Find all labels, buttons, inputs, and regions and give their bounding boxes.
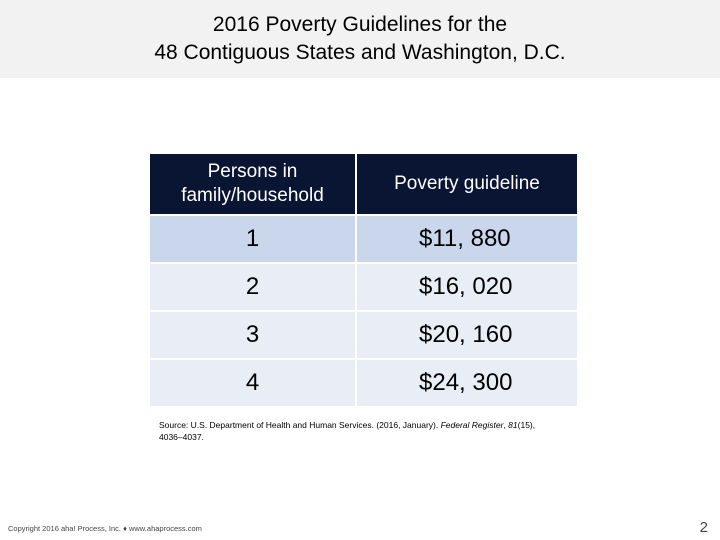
- source-volume: 81: [508, 420, 518, 430]
- table-row: [150, 263, 577, 311]
- guideline-cell: $16, 020: [356, 263, 577, 311]
- source-journal: Federal Register: [440, 420, 504, 430]
- table-row: [150, 311, 577, 359]
- page-title-line-2: 48 Contiguous States and Washington, D.C.: [154, 41, 566, 64]
- page-number: 2: [699, 519, 708, 536]
- header-guideline: Poverty guideline: [356, 154, 577, 215]
- header-persons: [150, 154, 356, 215]
- poverty-guidelines-table: [150, 154, 577, 406]
- title-band: [0, 0, 720, 78]
- table-header-row: [150, 154, 577, 215]
- copyright-footer: Copyright 2016 aha! Process, Inc. ♦ www.ahaprocess.com: [8, 524, 202, 533]
- table-row: [150, 215, 577, 263]
- persons-cell: 3: [150, 311, 356, 359]
- header-persons-line-2: family/household: [181, 185, 324, 206]
- header-persons-line-1: Persons in: [207, 161, 298, 182]
- guideline-cell: $20, 160: [356, 311, 577, 359]
- persons-cell: 2: [150, 263, 356, 311]
- guideline-cell: $24, 300: [356, 359, 577, 406]
- guideline-cell: $11, 880: [356, 215, 577, 263]
- source-citation: Source: U.S. Department of Health and Human Services. (2016, January). Federal Register, 81(15), 4036–4037.: [159, 420, 536, 442]
- persons-cell: 1: [150, 215, 356, 263]
- source-issue-pages: (15), 4036–4037.: [159, 420, 536, 442]
- table-row: [150, 359, 577, 406]
- persons-cell: 4: [150, 359, 356, 406]
- page-title-line-1: 2016 Poverty Guidelines for the: [212, 13, 508, 36]
- source-prefix: Source: U.S. Department of Health and Human Services. (2016, January).: [159, 420, 441, 430]
